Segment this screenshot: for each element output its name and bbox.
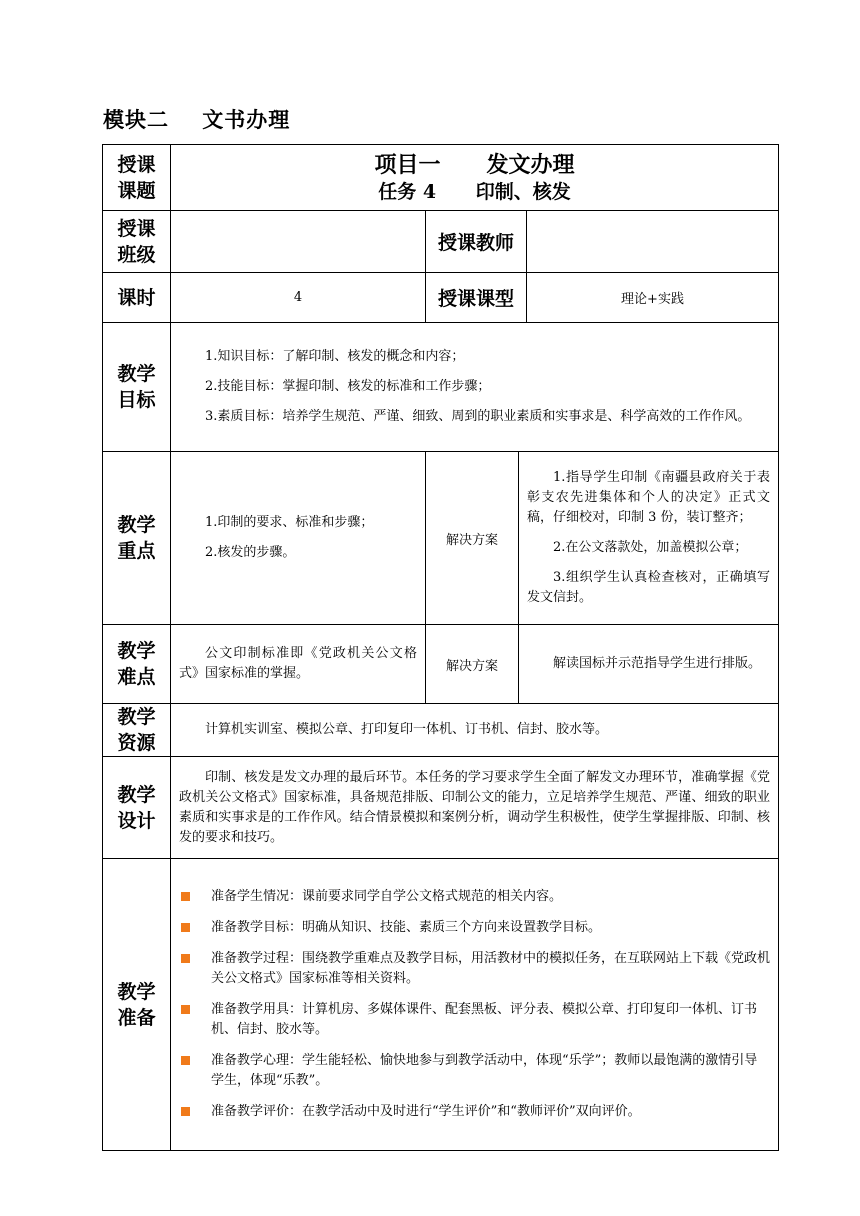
label-objectives: 教学 目标 [103,323,171,452]
resources-text: 计算机实训室、模拟公章、打印复印一体机、订书机、信封、胶水等。 [205,722,609,737]
row-preparation [103,859,779,1151]
row-topic [103,145,779,211]
difficulty-solution-text: 解读国标并示范指导学生进行排版。 [553,656,762,671]
key-solution-cell [426,452,779,625]
label-preparation: 教学 准备 [103,859,171,1151]
label-resources: 教学 资源 [103,704,171,757]
project-title: 项目一 发文办理 [374,151,575,178]
topic-cell [171,145,779,211]
label-difficulty: 教学 难点 [103,625,171,704]
difficulty-text: 公文印制标准即《党政机关公文格式》国家标准的掌握。 [179,646,417,681]
difficulty-solution [519,625,778,703]
square-bullet-icon [181,1107,190,1116]
design-cell [171,757,779,859]
square-bullet-icon [181,1056,190,1065]
key-points-cell [171,452,426,625]
label-hours: 课时 [103,273,171,323]
type-cell [426,273,779,323]
square-bullet-icon [181,1005,190,1014]
label-type: 授课课型 [426,273,527,322]
key-solutions [519,452,778,624]
class-value [171,211,426,273]
teacher-cell [426,211,779,273]
list-item: 准备教学目标：明确从知识、技能、素质三个方向来设置教学目标。 [171,918,770,938]
square-bullet-icon [181,923,190,932]
label-solution: 解决方案 [426,452,519,624]
solution-item: 2.在公文落款处，加盖模拟公章； [553,540,748,555]
teacher-value [527,211,778,272]
objective-skill: 2.技能目标：掌握印制、核发的标准和工作步骤； [205,379,491,394]
row-class [103,211,779,273]
label-solution: 解决方案 [426,625,519,703]
list-item: 准备教学评价：在教学活动中及时进行“学生评价”和“教师评价”双向评价。 [171,1102,770,1122]
label-design: 教学 设计 [103,757,171,859]
list-item: 准备学生情况：课前要求同学自学公文格式规范的相关内容。 [171,887,770,907]
resources-cell [171,704,779,757]
objective-knowledge: 1.知识目标：了解印制、核发的概念和内容； [205,349,465,364]
hours-value: 4 [171,273,426,323]
solution-item: 1.指导学生印制《南疆县政府关于表彰支农先进集体和个人的决定》正式文稿，仔细校对，印制 3 份，装订整齐； [527,470,771,525]
objective-quality: 3.素质目标：培养学生规范、严谨、细致、周到的职业素质和实事求是、科学高效的工作作风。 [205,409,751,424]
difficulty-cell [171,625,426,704]
square-bullet-icon [181,954,190,963]
solution-item: 3.组织学生认真检查核对，正确填写发文信封。 [527,570,771,605]
row-objectives [103,323,779,452]
difficulty-solution-cell [426,625,779,704]
list-item: 准备教学过程：围绕教学重难点及教学目标，用活教材中的模拟任务，在互联网站上下载《党政机关公文格式》国家标准等相关资料。 [171,949,770,989]
objectives-cell [171,323,779,452]
preparation-cell [171,859,779,1151]
row-key-points [103,452,779,625]
row-hours [103,273,779,323]
list-item: 准备教学心理：学生能轻松、愉快地参与到教学活动中，体现“乐学”；教师以最饱满的激情引导学生，体现“乐教”。 [171,1051,770,1091]
row-design [103,757,779,859]
list-item: 准备教学用具：计算机房、多媒体课件、配套黑板、评分表、模拟公章、打印复印一体机、订书机、信封、胶水等。 [171,1000,770,1040]
module-title: 模块二 文书办理 [103,107,291,132]
design-text: 印制、核发是发文办理的最后环节。本任务的学习要求学生全面了解发文办理环节，准确掌握《党政机关公文格式》国家标准，具备规范排版、印制公文的能力，立足培养学生规范、严谨、细致的职业素质和实事求是的工作作风。结合情景模拟和案例分析，调动学生积极性，使学生掌握排版、印制、核发的要求和技巧。 [179,769,771,845]
label-teacher: 授课教师 [426,211,527,272]
type-value: 理论+实践 [621,292,684,307]
row-resources [103,704,779,757]
key-point-item: 1.印制的要求、标准和步骤； [205,515,374,530]
square-bullet-icon [181,892,190,901]
label-class: 授课 班级 [103,211,171,273]
label-topic: 授课 课题 [103,145,171,211]
lesson-plan-table [102,144,779,1151]
label-key-points: 教学 重点 [103,452,171,625]
task-title: 任务 4 印制、核发 [378,180,571,203]
preparation-list [171,887,770,1122]
row-difficulty [103,625,779,704]
key-point-item: 2.核发的步骤。 [205,545,296,560]
